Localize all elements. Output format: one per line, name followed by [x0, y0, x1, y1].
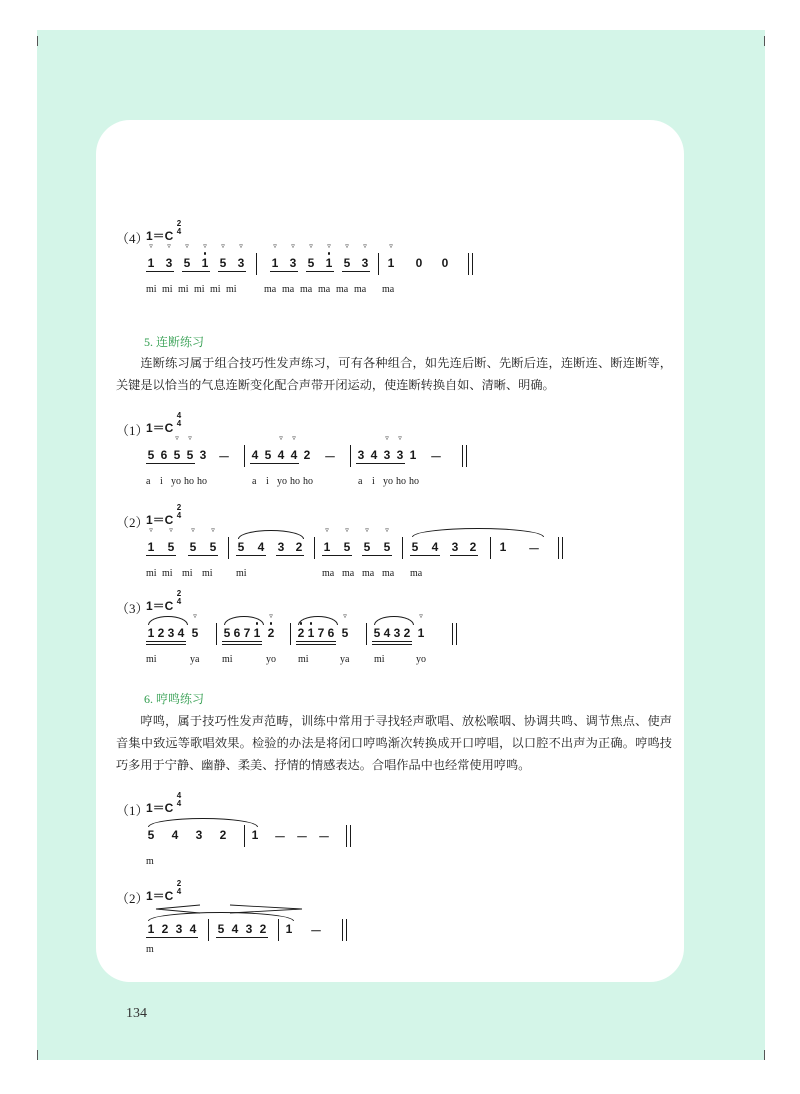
note: 1	[251, 828, 259, 842]
note: 5	[219, 256, 227, 270]
lyric: mi	[162, 284, 173, 295]
lyric: a	[252, 476, 257, 487]
note: 3	[245, 922, 253, 936]
lyric: mi	[146, 284, 157, 295]
note: 6	[327, 626, 335, 640]
lyric: ya	[340, 654, 350, 665]
lyric: ma	[342, 568, 355, 579]
note: －	[528, 542, 541, 556]
bar-line	[378, 253, 379, 275]
note: 1	[147, 540, 155, 554]
note: 5	[411, 540, 419, 554]
section-text-legato: 连断练习属于组合技巧性发声练习，可有各种组合，如先连后断、先断后连，连断连、断连断等，关键是以恰当的气息连断变化配合声带开闭运动，使连断转换自如、清晰、明确。	[116, 356, 672, 392]
note: 5	[209, 540, 217, 554]
note: 5	[237, 540, 245, 554]
note: 3	[175, 922, 183, 936]
note: 2	[219, 828, 227, 842]
note: 1	[201, 256, 209, 270]
lyric: mi	[194, 284, 205, 295]
note: 4	[171, 828, 179, 842]
bar-line	[350, 445, 351, 467]
bar-line	[228, 537, 229, 559]
end-bar-line	[558, 537, 563, 559]
lyric: ho	[409, 476, 419, 487]
note: 5	[264, 448, 272, 462]
note: 3	[237, 256, 245, 270]
time-signature: 2 4	[176, 219, 182, 236]
lyric: yo	[416, 654, 426, 665]
lyric: yo	[383, 476, 393, 487]
note: 5	[183, 256, 191, 270]
section-text-humming: 哼鸣，属于技巧性发声范畴，训练中常用于寻找轻声歌唱、放松喉咽、协调共鸣、调节焦点、使声音集中致远等歌唱效果。检验的办法是将闭口哼鸣渐次转换成开口哼唱，以口腔不出声为正确。哼鸣技巧多用于宁静、幽静、柔美、抒情的情感表达。合唱作品中也经常使用哼鸣。	[116, 714, 672, 772]
note: 5	[147, 448, 155, 462]
note: 3	[393, 626, 401, 640]
note: 5	[223, 626, 231, 640]
note: 4	[277, 448, 285, 462]
lyric: mi	[146, 568, 157, 579]
bar-line	[216, 623, 217, 645]
lyric: ma	[336, 284, 349, 295]
note: 5	[307, 256, 315, 270]
lyric: yo	[171, 476, 181, 487]
note: 2	[161, 922, 169, 936]
bar-line	[244, 445, 245, 467]
note: 4	[189, 922, 197, 936]
note: 2	[267, 626, 275, 640]
bar-line	[244, 825, 245, 847]
lyric: ma	[410, 568, 423, 579]
lyric: mi	[202, 568, 213, 579]
note: 2	[297, 626, 305, 640]
lyric: mi	[236, 568, 247, 579]
lyric: ho	[197, 476, 207, 487]
end-bar-line	[452, 623, 457, 645]
lyric: ho	[290, 476, 300, 487]
key-signature: 1＝C	[146, 513, 174, 527]
note: 1	[307, 626, 315, 640]
lyric: mi	[146, 654, 157, 665]
note: 5	[217, 922, 225, 936]
note: 5	[147, 828, 155, 842]
lyric: i	[160, 476, 163, 487]
lyric: mi	[222, 654, 233, 665]
note: 1	[323, 540, 331, 554]
section-title-humming: 6. 哼鸣练习	[144, 692, 205, 706]
note: 5	[341, 626, 349, 640]
time-signature: 2 4	[176, 503, 182, 520]
note: 7	[243, 626, 251, 640]
note: 3	[195, 828, 203, 842]
note: 3	[199, 448, 207, 462]
exercise-label: （4）	[116, 231, 149, 246]
note: 0	[415, 256, 423, 270]
lyric: ma	[382, 284, 395, 295]
lyric: ma	[282, 284, 295, 295]
note: 3	[167, 626, 175, 640]
crop-mark	[37, 1050, 38, 1060]
note: 3	[451, 540, 459, 554]
exercise-label: （1）	[116, 423, 149, 438]
exercise-label: （2）	[116, 515, 149, 530]
crop-mark	[764, 1050, 765, 1060]
note: 1	[147, 256, 155, 270]
lyric: m	[146, 856, 154, 867]
note: －	[218, 450, 231, 464]
exercise-label: （2）	[116, 891, 149, 906]
end-bar-line	[462, 445, 467, 467]
note: 4	[177, 626, 185, 640]
note: 1	[271, 256, 279, 270]
key-signature: 1＝C	[146, 421, 174, 435]
note: 3	[289, 256, 297, 270]
lyric: m	[146, 944, 154, 955]
bar-line	[490, 537, 491, 559]
end-bar-line	[342, 919, 347, 941]
note: 5	[363, 540, 371, 554]
note: 3	[165, 256, 173, 270]
lyric: ya	[190, 654, 200, 665]
lyric: yo	[266, 654, 276, 665]
key-signature: 1＝C	[146, 599, 174, 613]
lyric: mi	[182, 568, 193, 579]
note: 3	[361, 256, 369, 270]
lyric: mi	[374, 654, 385, 665]
exercise-label: （1）	[116, 803, 149, 818]
end-bar-line	[468, 253, 473, 275]
note: 2	[403, 626, 411, 640]
lyric: mi	[210, 284, 221, 295]
bar-line	[402, 537, 403, 559]
note: 6	[160, 448, 168, 462]
time-signature: 4 4	[176, 411, 182, 428]
bar-line	[366, 623, 367, 645]
note: －	[310, 924, 323, 938]
note: －	[430, 450, 443, 464]
note: 5	[167, 540, 175, 554]
note: 4	[290, 448, 298, 462]
note: 1	[147, 922, 155, 936]
time-signature: 4 4	[176, 791, 182, 808]
note: 5	[383, 540, 391, 554]
note: 1	[409, 448, 417, 462]
note: 7	[317, 626, 325, 640]
note: 5	[343, 540, 351, 554]
note: 2	[157, 626, 165, 640]
page-number: 134	[126, 1006, 147, 1021]
note: 2	[303, 448, 311, 462]
crop-mark	[37, 36, 38, 46]
note: 4	[257, 540, 265, 554]
lyric: ma	[354, 284, 367, 295]
note: 3	[396, 448, 404, 462]
note: 2	[295, 540, 303, 554]
lyric: ho	[184, 476, 194, 487]
note: 2	[259, 922, 267, 936]
section-title-legato: 5. 连断练习	[144, 335, 205, 349]
note: 4	[370, 448, 378, 462]
lyric: ma	[300, 284, 313, 295]
lyric: a	[146, 476, 151, 487]
lyric: mi	[162, 568, 173, 579]
note: －	[324, 450, 337, 464]
note: 4	[231, 922, 239, 936]
note: 5	[373, 626, 381, 640]
note: 3	[383, 448, 391, 462]
note: 6	[233, 626, 241, 640]
note: 1	[417, 626, 425, 640]
lyric: ma	[362, 568, 375, 579]
lyric: ho	[303, 476, 313, 487]
note: 3	[277, 540, 285, 554]
lyric: ma	[382, 568, 395, 579]
bar-line	[208, 919, 209, 941]
note: 3	[357, 448, 365, 462]
note: －	[274, 830, 287, 844]
crop-mark	[764, 36, 765, 46]
note: 1	[387, 256, 395, 270]
lyric: yo	[277, 476, 287, 487]
note: 1	[253, 626, 261, 640]
lyric: ho	[396, 476, 406, 487]
note: 1	[147, 626, 155, 640]
lyric: i	[266, 476, 269, 487]
bar-line	[314, 537, 315, 559]
note: －	[318, 830, 331, 844]
lyric: ma	[264, 284, 277, 295]
bar-line	[290, 623, 291, 645]
lyric: mi	[298, 654, 309, 665]
note: 5	[343, 256, 351, 270]
time-signature: 2 4	[176, 879, 182, 896]
lyric: mi	[226, 284, 237, 295]
note: 5	[189, 540, 197, 554]
note: 4	[251, 448, 259, 462]
lyric: a	[358, 476, 363, 487]
time-signature: 2 4	[176, 589, 182, 606]
lyric: mi	[178, 284, 189, 295]
note: 4	[431, 540, 439, 554]
note: 5	[173, 448, 181, 462]
note: 1	[285, 922, 293, 936]
note: 5	[186, 448, 194, 462]
exercise-label: （3）	[116, 601, 149, 616]
bar-line	[256, 253, 257, 275]
note: 5	[191, 626, 199, 640]
note: －	[296, 830, 309, 844]
note: 1	[325, 256, 333, 270]
note: 4	[383, 626, 391, 640]
key-signature: 1＝C	[146, 889, 174, 903]
bar-line	[278, 919, 279, 941]
lyric: i	[372, 476, 375, 487]
note: 0	[441, 256, 449, 270]
lyric: ma	[318, 284, 331, 295]
note: 2	[469, 540, 477, 554]
lyric: ma	[322, 568, 335, 579]
key-signature: 1＝C	[146, 801, 174, 815]
note: 1	[499, 540, 507, 554]
key-signature: 1＝C	[146, 229, 174, 243]
end-bar-line	[346, 825, 351, 847]
